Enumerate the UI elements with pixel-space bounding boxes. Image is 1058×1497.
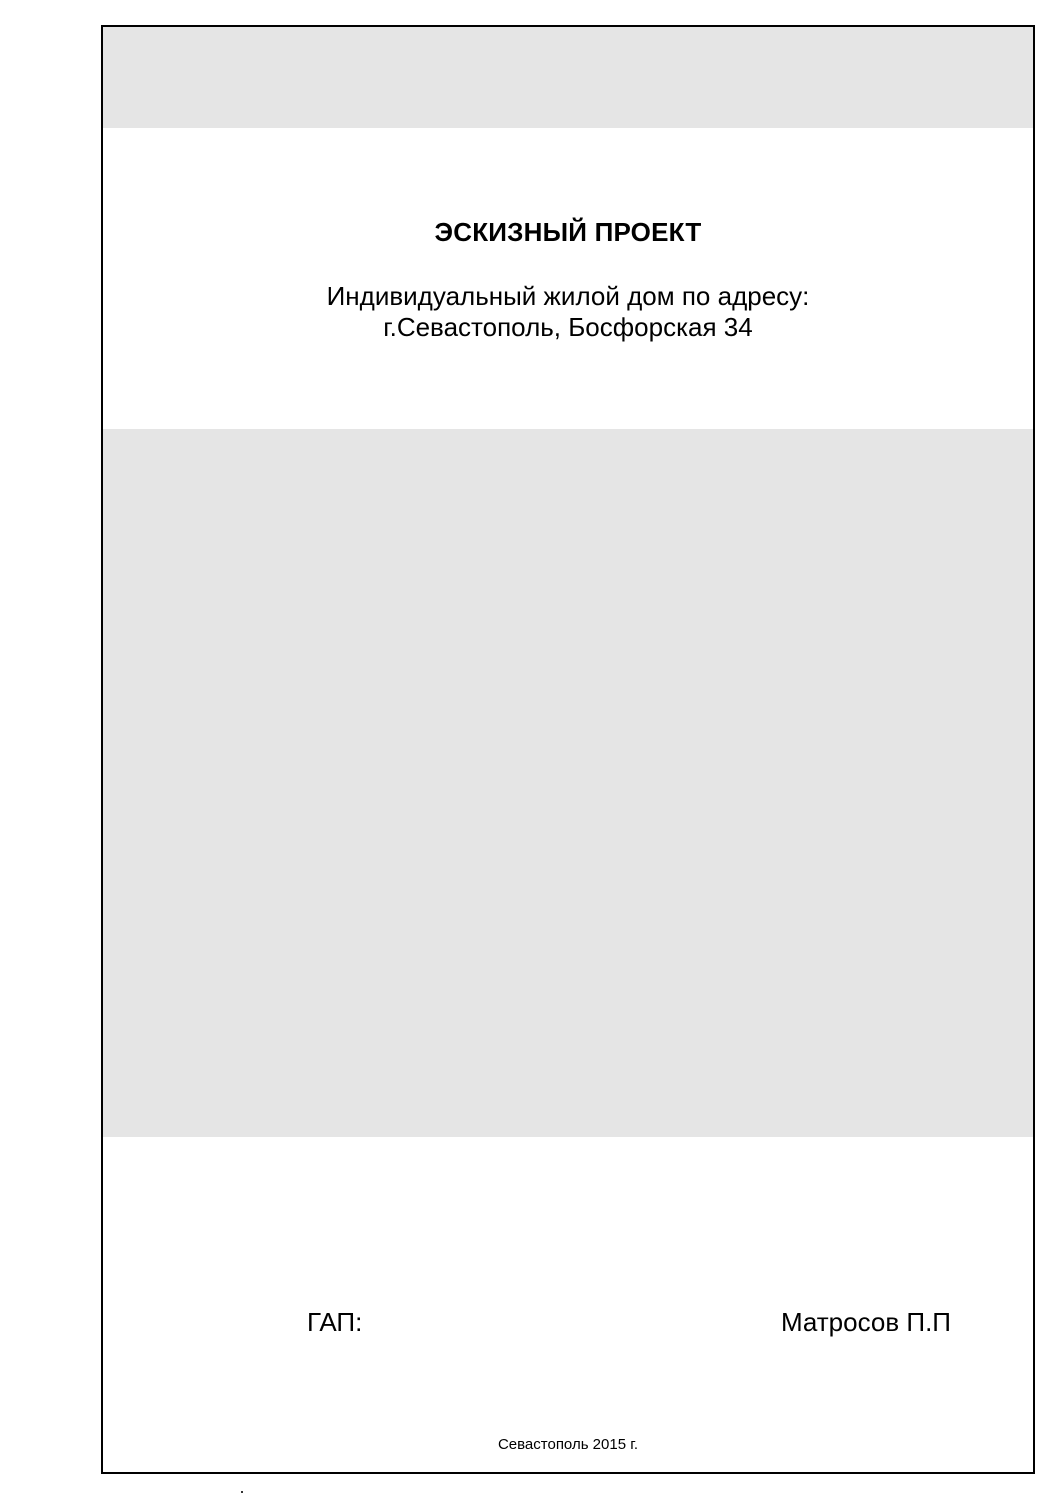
footer-city-year: Севастополь 2015 г.: [497, 1436, 639, 1453]
top-placeholder-band: [103, 27, 1033, 128]
subtitle-line-1: Индивидуальный жилой дом по адресу:: [326, 281, 810, 311]
document-subtitle: [103, 281, 1033, 343]
chief-architect-label: ГАП:: [307, 1307, 363, 1337]
document-title: ЭСКИЗНЫЙ ПРОЕКТ: [434, 217, 702, 247]
chief-architect-name: Матросов П.П: [780, 1307, 951, 1337]
title-sheet-frame: [101, 25, 1035, 1474]
image-placeholder-band: [103, 429, 1033, 1137]
stray-mark: [241, 1491, 243, 1493]
subtitle-line-2: г.Севастополь, Босфорская 34: [383, 312, 753, 342]
